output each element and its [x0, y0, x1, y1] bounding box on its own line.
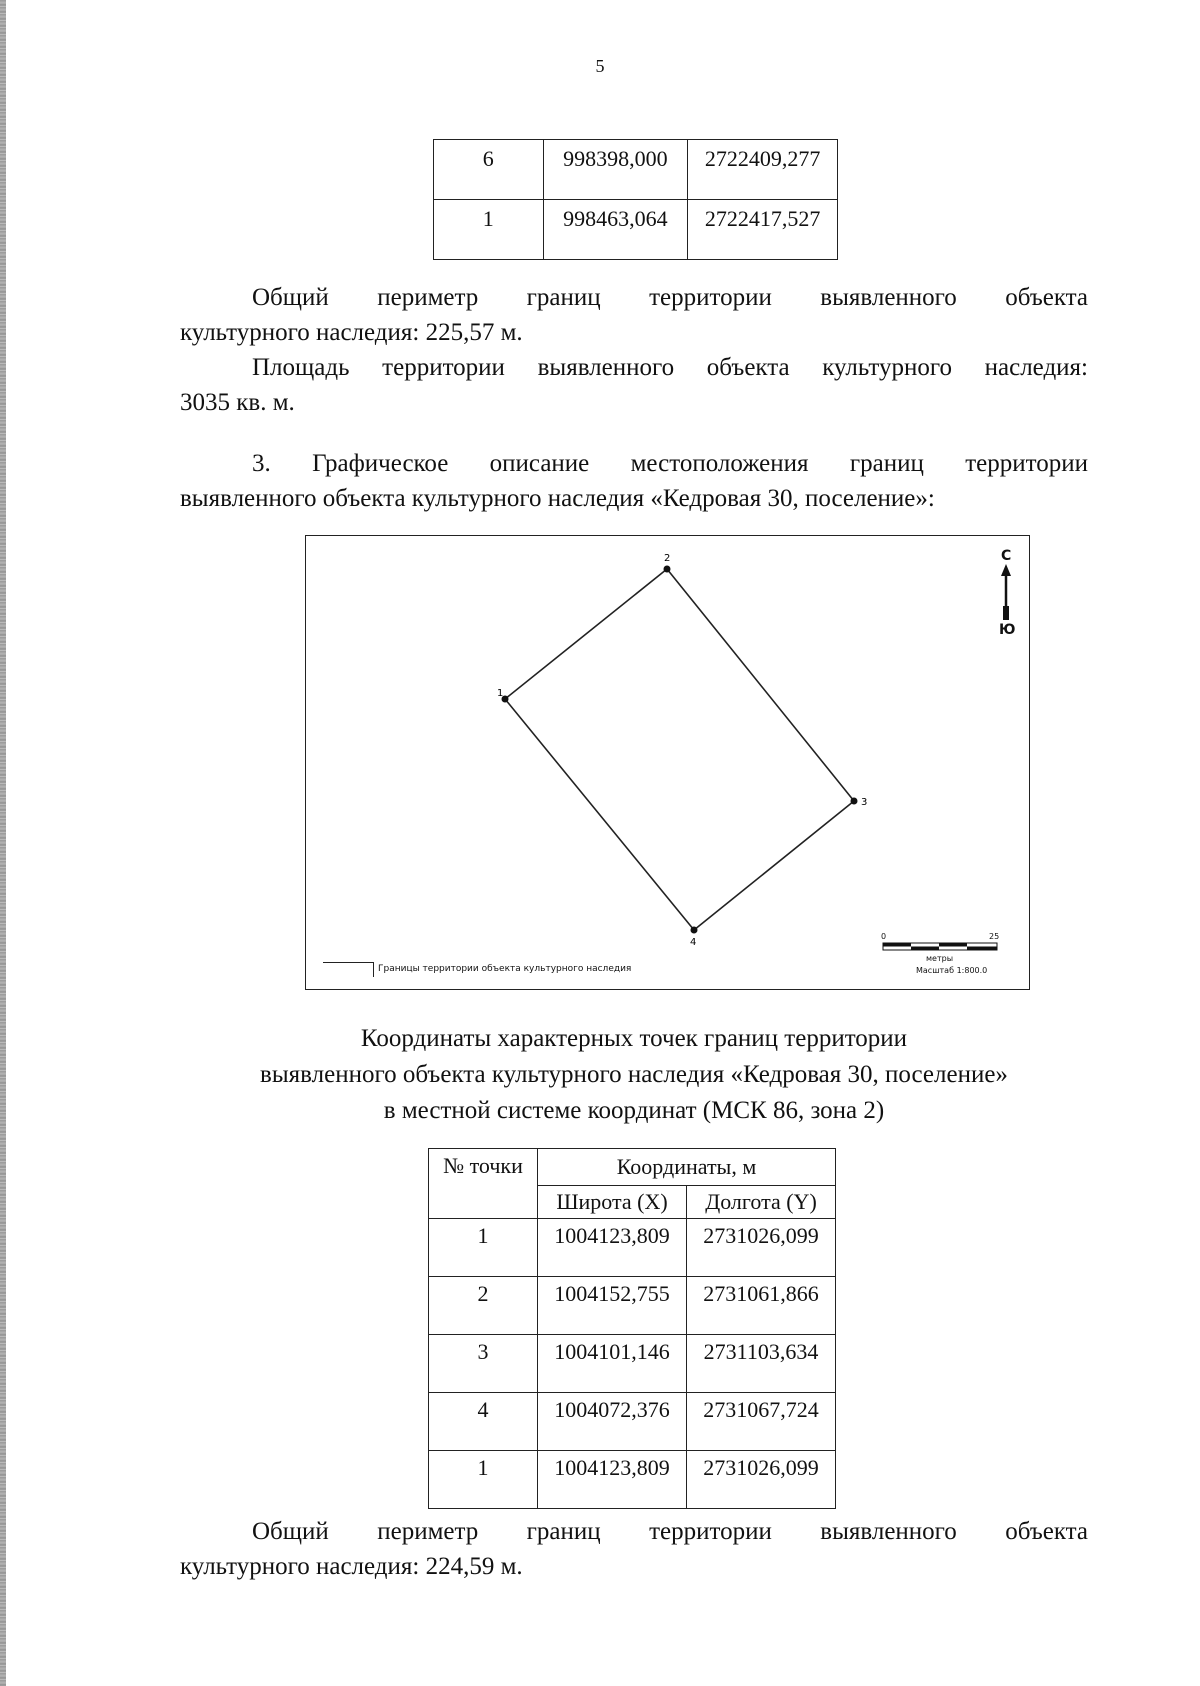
- y-cell: 2731103,634: [687, 1335, 836, 1393]
- table-row: [434, 140, 838, 200]
- scale-start-label: 0: [881, 932, 887, 941]
- point-cell: 3: [429, 1335, 538, 1393]
- scale-ratio-label: Масштаб 1:800.0: [916, 966, 988, 975]
- x-cell: 1004123,809: [538, 1451, 687, 1509]
- table-row: [429, 1393, 836, 1451]
- north-arrow-tail: [1003, 606, 1009, 620]
- x-cell: 998398,000: [543, 140, 688, 200]
- table-row: [434, 200, 838, 260]
- y-cell: 2731026,099: [687, 1219, 836, 1277]
- map-canvas: [306, 536, 1028, 988]
- scan-edge: [0, 0, 6, 1686]
- table-header-row: [429, 1149, 836, 1186]
- north-label: С: [1001, 548, 1012, 564]
- point-cell: 1: [429, 1451, 538, 1509]
- x-cell: 1004072,376: [538, 1393, 687, 1451]
- perimeter-line-2: культурного наследия: 224,59 м.: [180, 1553, 523, 1580]
- y-cell: 2722409,277: [688, 140, 838, 200]
- coordinates-table-continuation: [433, 139, 838, 260]
- boundary-point-3: [851, 798, 858, 805]
- coordinates-title: Координаты характерных точек границ территории выявленного объекта культурного наследия «Кедровая 30, поселение» в местной системе координат (МСК 86, зона 2): [260, 1025, 1008, 1124]
- header-x: Широта (X): [538, 1186, 687, 1219]
- x-cell: 1004152,755: [538, 1277, 687, 1335]
- y-cell: 2731026,099: [687, 1451, 836, 1509]
- scale-unit-label: метры: [926, 954, 954, 963]
- north-arrow-head: [1001, 564, 1011, 576]
- scale-end-label: 25: [989, 932, 1000, 941]
- legend-symbol: [323, 962, 374, 977]
- boundary-point-4: [691, 927, 698, 934]
- perimeter-paragraph-2: [180, 1514, 1088, 1584]
- perimeter-paragraph-1: [180, 280, 1088, 350]
- point-cell: 1: [429, 1219, 538, 1277]
- page-number: 5: [595, 56, 605, 76]
- point-label-3: 3: [861, 797, 868, 808]
- point-cell: 4: [429, 1393, 538, 1451]
- section-number: 3.: [252, 450, 271, 477]
- table-row: [429, 1451, 836, 1509]
- section-3-line-1: 3. Графическое описание местоположения границ территории: [252, 450, 1088, 477]
- x-cell: 1004101,146: [538, 1335, 687, 1393]
- point-label-4: 4: [690, 937, 697, 948]
- point-cell: 6: [434, 140, 544, 200]
- boundary-polygon: [505, 569, 854, 930]
- x-cell: 1004123,809: [538, 1219, 687, 1277]
- coordinates-table: [428, 1148, 836, 1509]
- boundary-map: [305, 535, 1030, 990]
- header-point: № точки: [429, 1149, 538, 1219]
- table-row: [429, 1335, 836, 1393]
- point-label-1: 1: [497, 688, 504, 699]
- area-line-2: 3035 кв. м.: [180, 389, 295, 416]
- area-line-1: Площадь территории выявленного объекта культурного наследия:: [252, 354, 1088, 381]
- point-cell: 2: [429, 1277, 538, 1335]
- perimeter-line-2: культурного наследия: 225,57 м.: [180, 319, 523, 346]
- y-cell: 2722417,527: [688, 200, 838, 260]
- header-coordinates: Координаты, м: [538, 1149, 836, 1186]
- area-paragraph: [180, 350, 1088, 420]
- y-cell: 2731067,724: [687, 1393, 836, 1451]
- section-3-paragraph: [180, 446, 1088, 516]
- table-row: [429, 1277, 836, 1335]
- point-label-2: 2: [664, 553, 671, 564]
- header-y: Долгота (Y): [687, 1186, 836, 1219]
- south-label: Ю: [999, 622, 1016, 638]
- legend-label: Границы территории объекта культурного наследия: [378, 964, 632, 974]
- perimeter-line-1: Общий периметр границ территории выявленного объекта: [252, 1518, 1088, 1545]
- y-cell: 2731061,866: [687, 1277, 836, 1335]
- boundary-point-2: [664, 566, 671, 573]
- point-cell: 1: [434, 200, 544, 260]
- table-row: [429, 1219, 836, 1277]
- section-3-line-2: выявленного объекта культурного наследия «Кедровая 30, поселение»:: [180, 485, 935, 512]
- x-cell: 998463,064: [543, 200, 688, 260]
- perimeter-line-1: Общий периметр границ территории выявленного объекта: [252, 284, 1088, 311]
